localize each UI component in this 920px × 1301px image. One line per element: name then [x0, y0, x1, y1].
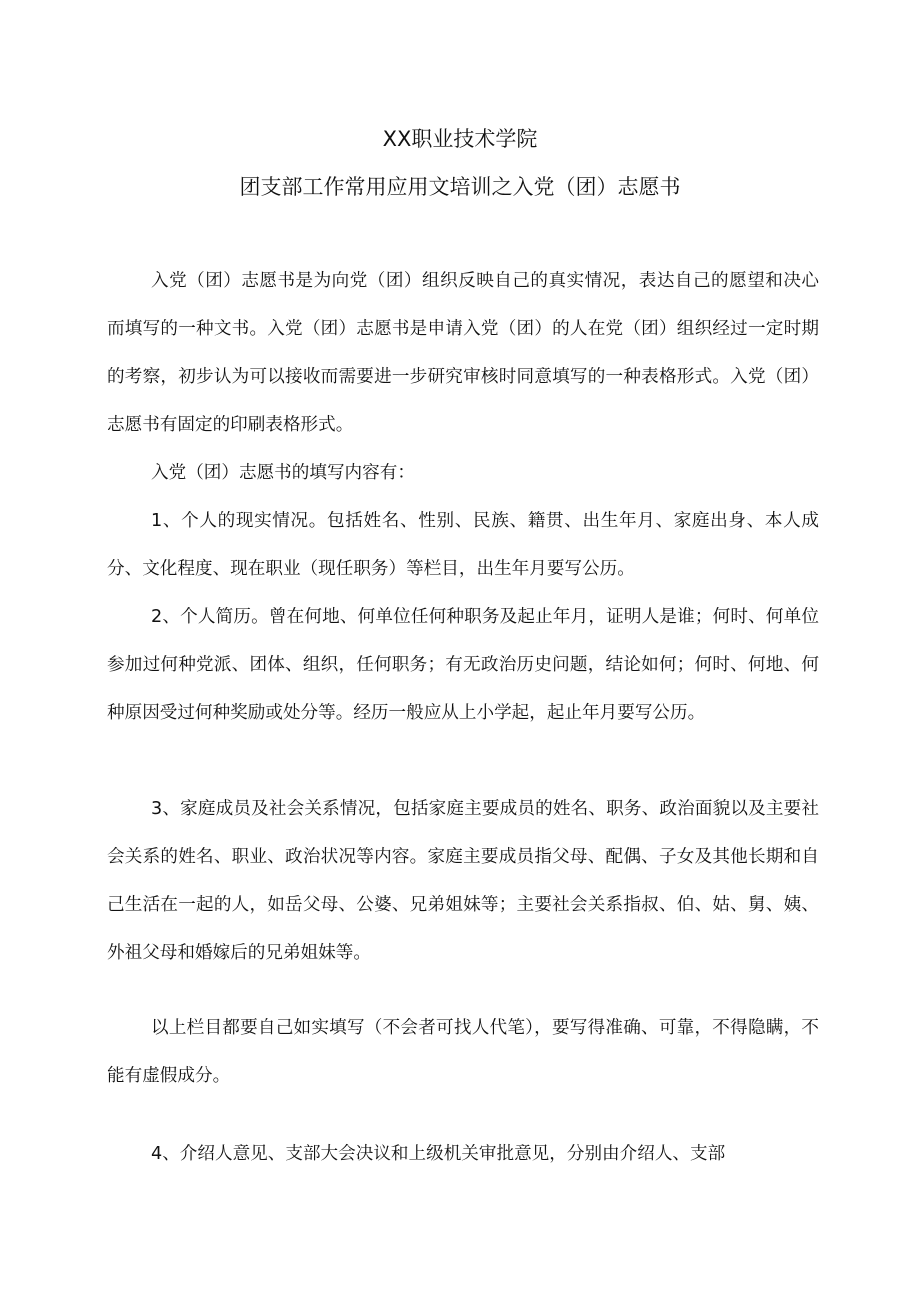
paragraph-truthfulness-note: 以上栏目都要自己如实填写（不会者可找人代笔），要写得准确、可靠，不得隐瞒，不能有虚假成分。 — [107, 1018, 819, 1086]
paragraph-contents-intro: 入党（团）志愿书的填写内容有： — [151, 463, 415, 483]
paragraph-definition: 入党（团）志愿书是为向党（团）组织反映自己的真实情况，表达自己的愿望和决心而填写的一种文书。入党（团）志愿书是申请入党（团）的人在党（团）组织经过一定时期的考察，初步认为可以接收而需要进一步研究审核时同意填写的一种表格形式。入党（团）志愿书有固定的印刷表格形式。 — [107, 271, 819, 435]
document-title-subject: 团支部工作常用应用文培训之入党（团）志愿书 — [239, 175, 681, 199]
paragraph-item-2-resume: 2、个人简历。曾在何地、何单位任何种职务及起止年月，证明人是谁；何时、何单位参加过何种党派、团体、组织，任何职务；有无政治历史问题，结论如何；何时、何地、何种原因受过何种奖励或处分等。经历一般应从上小学起，起止年月要写公历。 — [107, 607, 819, 723]
paragraph-item-4-opinions: 4、介绍人意见、支部大会决议和上级机关审批意见，分别由介绍人、支部 — [151, 1144, 726, 1164]
paragraph-item-1-personal-status: 1、个人的现实情况。包括姓名、性别、民族、籍贯、出生年月、家庭出身、本人成分、文化程度、现在职业（现任职务）等栏目，出生年月要写公历。 — [107, 511, 819, 579]
paragraph-item-3-family: 3、家庭成员及社会关系情况，包括家庭主要成员的姓名、职务、政治面貌以及主要社会关系的姓名、职业、政治状况等内容。家庭主要成员指父母、配偶、子女及其他长期和自己生活在一起的人，如岳父母、公婆、兄弟姐妹等；主要社会关系指叔、伯、姑、舅、姨、外祖父母和婚嫁后的兄弟姐妹等。 — [107, 799, 819, 963]
document-title-institution: XX职业技术学院 — [382, 127, 538, 151]
